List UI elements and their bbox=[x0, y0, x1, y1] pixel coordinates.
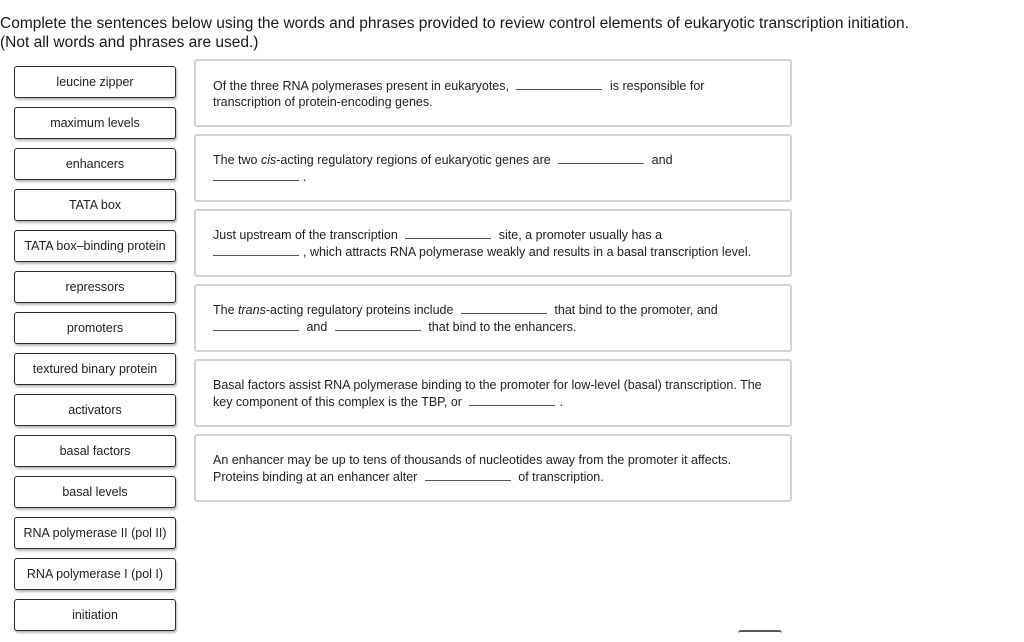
blank-3-1[interactable] bbox=[405, 226, 491, 239]
word-chip-tata-box-binding-protein[interactable]: TATA box–binding protein bbox=[14, 230, 176, 262]
blank-4-1[interactable] bbox=[461, 301, 547, 314]
word-chip-rna-polymerase-ii[interactable]: RNA polymerase II (pol II) bbox=[14, 517, 176, 549]
word-chip-promoters[interactable]: promoters bbox=[14, 312, 176, 344]
sentence-2-text-c: and bbox=[651, 153, 673, 167]
instructions-line-2: (Not all words and phrases are used.) bbox=[0, 34, 259, 51]
bottom-tab-edge bbox=[738, 630, 782, 642]
word-chip-enhancers[interactable]: enhancers bbox=[14, 148, 176, 180]
word-chip-tata-box[interactable]: TATA box bbox=[14, 189, 176, 221]
blank-4-2[interactable] bbox=[213, 318, 299, 331]
sentence-4-text-c: that bind to the promoter, and bbox=[554, 303, 718, 317]
blank-6-1[interactable] bbox=[425, 468, 511, 481]
sentence-4-text-a: The bbox=[213, 303, 235, 317]
word-chip-maximum-levels[interactable]: maximum levels bbox=[14, 107, 176, 139]
word-bank bbox=[14, 66, 176, 640]
sentence-box-6 bbox=[194, 434, 792, 502]
sentence-3-text-c: , which attracts RNA polymerase weakly and results in a basal transcription level. bbox=[303, 245, 752, 259]
sentence-1-text-a: Of the three RNA polymerases present in eukaryotes, bbox=[213, 78, 509, 93]
sentence-3-text-a: Just upstream of the transcription bbox=[213, 228, 398, 242]
word-chip-textured-binary-protein[interactable]: textured binary protein bbox=[14, 353, 176, 385]
sentence-1-text-b: is responsible for transcription of protein-encoding genes. bbox=[213, 78, 705, 109]
sentence-6-text-a: An enhancer may be up to tens of thousands of nucleotides away from the promoter it affects. Proteins binding at an enhancer alter bbox=[213, 452, 732, 484]
sentence-4-text-b: -acting regulatory proteins include bbox=[265, 303, 454, 317]
word-chip-initiation[interactable]: initiation bbox=[14, 599, 176, 631]
blank-2-1[interactable] bbox=[558, 151, 644, 164]
word-chip-basal-levels[interactable]: basal levels bbox=[14, 476, 176, 508]
sentence-2-text-d: . bbox=[303, 170, 307, 184]
sentence-4-text-d: and bbox=[306, 320, 328, 334]
word-chip-rna-polymerase-i[interactable]: RNA polymerase I (pol I) bbox=[14, 558, 176, 590]
sentence-2-italic-cis: cis bbox=[260, 153, 277, 167]
blank-1-1[interactable] bbox=[516, 77, 602, 90]
word-chip-activators[interactable]: activators bbox=[14, 394, 176, 426]
sentence-4-italic-trans: trans bbox=[238, 303, 266, 317]
sentence-box-1 bbox=[194, 59, 792, 127]
blank-2-2[interactable] bbox=[213, 168, 299, 181]
blank-5-1[interactable] bbox=[469, 393, 555, 406]
blank-4-3[interactable] bbox=[335, 318, 421, 331]
sentence-2-text-a: The two bbox=[213, 153, 258, 167]
sentence-4-text-e: that bind to the enhancers. bbox=[428, 320, 577, 334]
word-chip-repressors[interactable]: repressors bbox=[14, 271, 176, 303]
sentence-box-3 bbox=[194, 209, 792, 277]
sentence-box-4 bbox=[194, 284, 792, 352]
sentence-2-text-b: -acting regulatory regions of eukaryotic genes are bbox=[276, 153, 551, 167]
sentence-5-text-b: . bbox=[559, 394, 563, 409]
sentence-3-text-b: site, a promoter usually has a bbox=[498, 228, 663, 242]
sentence-list bbox=[194, 59, 792, 509]
sentence-box-5 bbox=[194, 359, 792, 427]
sentence-6-text-b: of transcription. bbox=[518, 469, 604, 484]
sentence-5-text-a: Basal factors assist RNA polymerase binding to the promoter for low-level (basal) transcription. The key component of this complex is the TBP, or bbox=[213, 377, 762, 409]
word-chip-leucine-zipper[interactable]: leucine zipper bbox=[14, 66, 176, 98]
blank-3-2[interactable] bbox=[213, 243, 299, 256]
word-chip-basal-factors[interactable]: basal factors bbox=[14, 435, 176, 467]
instructions-line-1: Complete the sentences below using the words and phrases provided to review control elements of eukaryotic transcription initiation. bbox=[0, 15, 909, 32]
sentence-box-2 bbox=[194, 134, 792, 202]
instructions bbox=[0, 14, 1010, 52]
